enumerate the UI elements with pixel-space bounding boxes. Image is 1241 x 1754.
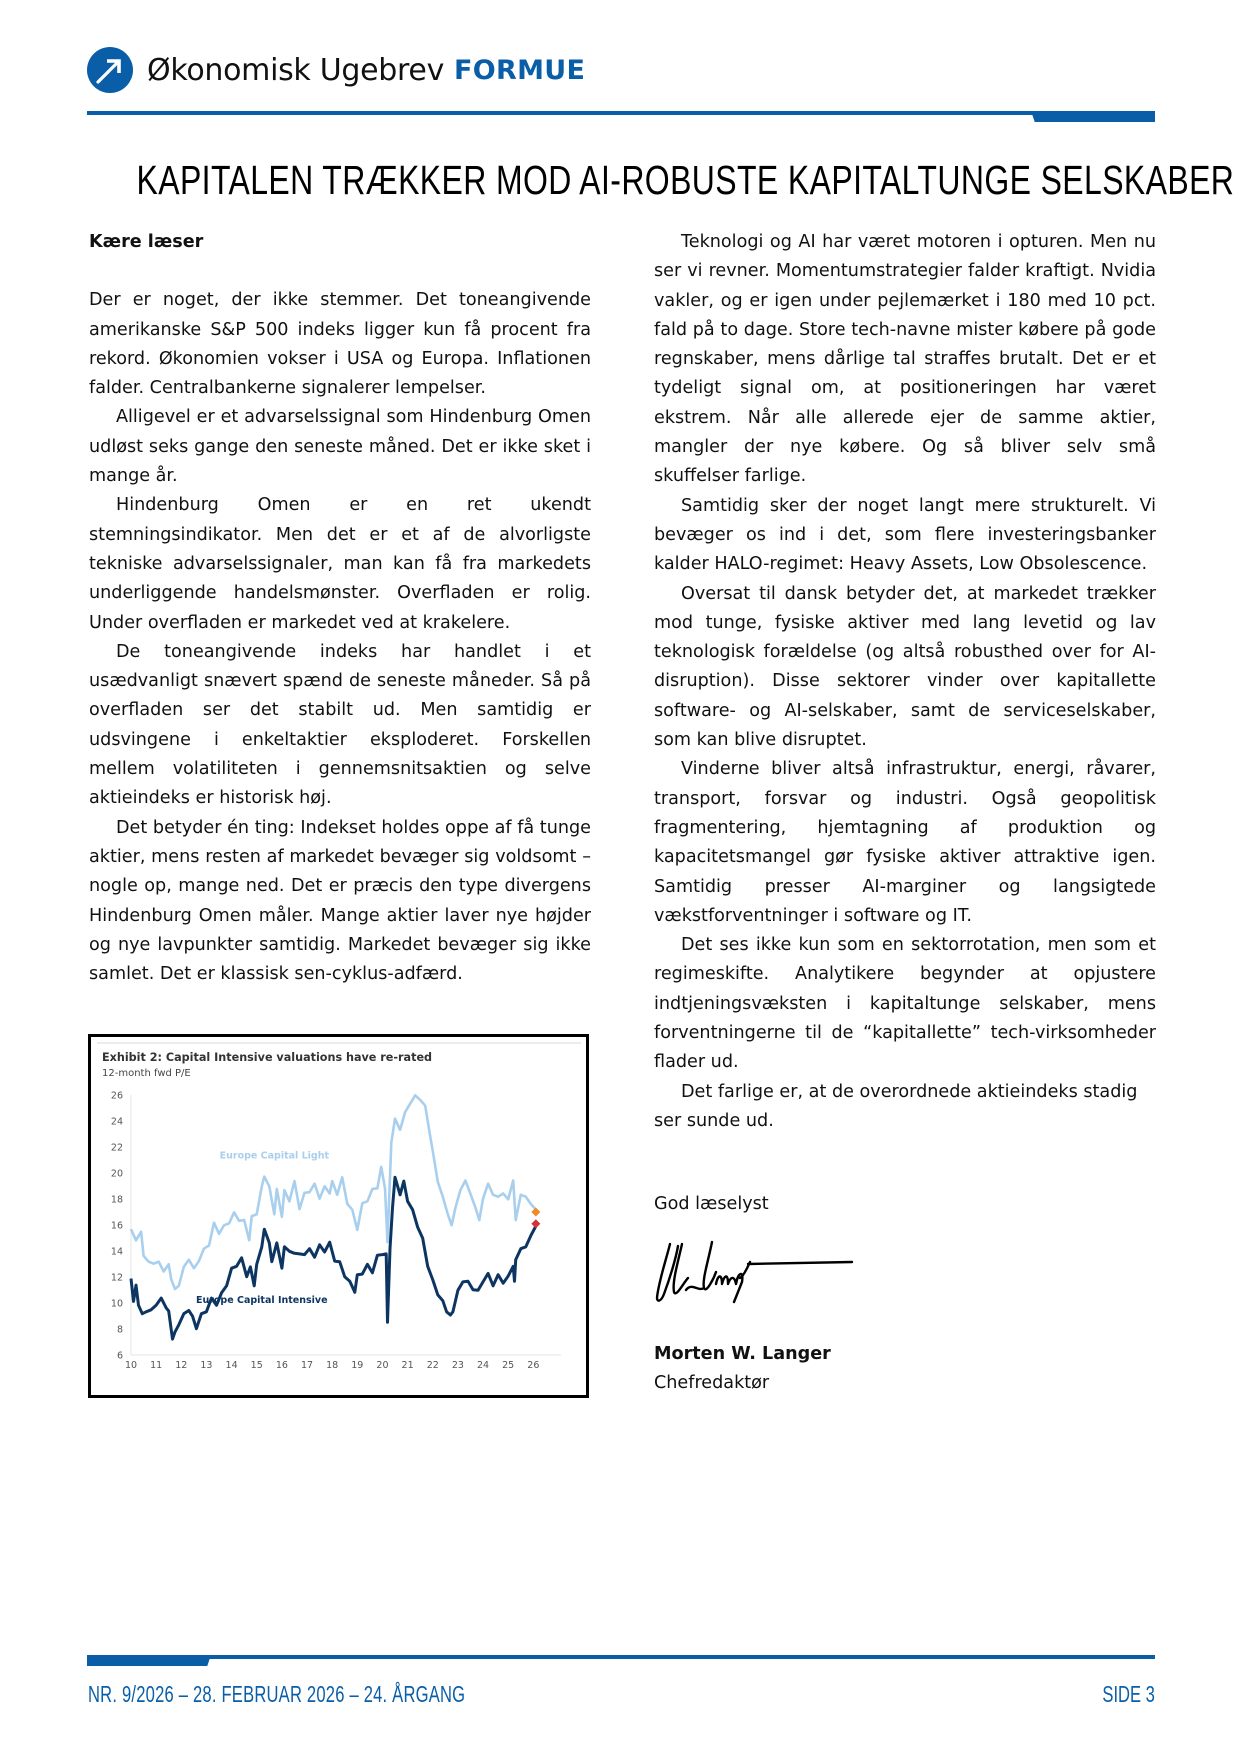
paragraph: Alligevel er et advarselssignal som Hindenburg Omen udløst seks gange den seneste måned. Det er ikke sket i mange år. bbox=[89, 407, 591, 487]
series-end-marker bbox=[531, 1219, 540, 1228]
salutation: Kære læser bbox=[89, 232, 204, 252]
page-number: SIDE 3 bbox=[1102, 1681, 1155, 1707]
x-tick-label: 25 bbox=[502, 1360, 515, 1371]
x-tick-label: 11 bbox=[150, 1360, 163, 1371]
signoff: God læselyst bbox=[654, 1194, 769, 1214]
paragraph: Det farlige er, at de overordnede aktieindeks stadig ser sunde ud. bbox=[654, 1081, 1138, 1131]
author-name: Morten W. Langer bbox=[654, 1344, 831, 1364]
author-title: Chefredaktør bbox=[654, 1373, 770, 1393]
pe-line-chart bbox=[91, 1037, 586, 1395]
paragraph: Der er noget, der ikke stemmer. Det toneangivende amerikanske S&P 500 indeks ligger kun få procent fra rekord. Økonomien vokser i USA og Europa. Inflationen falder. Centralbankerne signalerer lempelser. bbox=[89, 290, 591, 399]
y-tick-label: 12 bbox=[110, 1272, 123, 1284]
x-tick-label: 16 bbox=[275, 1360, 288, 1371]
y-tick-label: 8 bbox=[116, 1324, 123, 1336]
y-tick-label: 10 bbox=[110, 1298, 123, 1310]
y-tick-label: 20 bbox=[110, 1168, 123, 1180]
article-column-left bbox=[89, 228, 591, 989]
series-layer bbox=[131, 1095, 540, 1339]
issue-info: NR. 9/2026 – 28. FEBRUAR 2026 – 24. ÅRGANG bbox=[88, 1681, 466, 1707]
masthead bbox=[87, 47, 585, 93]
series-end-marker bbox=[531, 1208, 540, 1217]
x-tick-label: 23 bbox=[451, 1360, 464, 1371]
x-tick-label: 10 bbox=[124, 1360, 138, 1371]
chart-subtitle: 12-month fwd P/E bbox=[102, 1068, 191, 1079]
signature-image bbox=[652, 1232, 952, 1312]
brand-section: FORMUE bbox=[454, 54, 586, 86]
series-label: Europe Capital Intensive bbox=[195, 1295, 328, 1306]
series-line-capital-intensive bbox=[131, 1177, 536, 1339]
x-tick-label: 13 bbox=[200, 1360, 213, 1371]
x-tick-label: 17 bbox=[300, 1360, 314, 1371]
author-block bbox=[654, 1340, 831, 1398]
series-label: Europe Capital Light bbox=[219, 1150, 330, 1162]
paragraph: Oversat til dansk betyder det, at markedet trækker mod tunge, fysiske aktiver med lang levetid og lav teknologisk forældelse (og altså robusthed over for AI-disruption). Disse sektorer vinder over kapitallette software- og AI-selskaber, samt de serviceselskaber, som kan blive disruptet. bbox=[654, 583, 1156, 751]
x-tick-label: 20 bbox=[376, 1360, 389, 1371]
paragraph: Det ses ikke kun som en sektorrotation, men som et regimeskifte. Analytikere begynder at opjustere indtjeningsvæksten i kapitaltunge selskaber, mens forventningerne til de “kapitallette” tech-virksomheder flader ud. bbox=[654, 935, 1156, 1073]
x-tick-label: 19 bbox=[351, 1360, 364, 1371]
header-rule bbox=[87, 111, 1155, 115]
x-tick-label: 21 bbox=[401, 1360, 414, 1371]
paragraph: De toneangivende indeks har handlet i et usædvanligt snævert spænd de seneste måneder. Så på overfladen ser det stabilt ud. Men samtidig er udsvingene i enkeltaktier eksploderet. Forskellen mellem volatiliteten i gennemsnitsaktien og selve aktieindeks er historisk høj. bbox=[89, 641, 591, 809]
x-tick-label: 18 bbox=[326, 1360, 339, 1371]
y-tick-label: 6 bbox=[116, 1350, 123, 1362]
y-axis bbox=[111, 1091, 131, 1362]
x-tick-label: 14 bbox=[225, 1360, 238, 1371]
x-tick-label: 15 bbox=[250, 1360, 263, 1371]
paragraph: Vinderne bliver altså infrastruktur, energi, råvarer, transport, forsvar og industri. Også geopolitisk fragmentering, hjemtagning af produktion og kapacitetsmangel gør fysiske aktiver attraktive igen. Samtidig presser AI-marginer og langsigtede vækstforventninger i software og IT. bbox=[654, 759, 1156, 926]
paragraph: Hindenburg Omen er en ret ukendt stemningsindikator. Men det er et af de alvorligste tekniske advarselssignaler, man kan få fra markedets underliggende handelsmønster. Overfladen er rolig. Under overfladen er markedet ved at krakelere. bbox=[89, 495, 591, 633]
chart-title: Exhibit 2: Capital Intensive valuations have re-rated bbox=[102, 1051, 433, 1064]
x-tick-label: 26 bbox=[527, 1360, 540, 1371]
article-column-right bbox=[654, 228, 1156, 1136]
paragraph: Det betyder én ting: Indekset holdes oppe af få tunge aktier, mens resten af markedet bevæger sig voldsomt – nogle op, mange ned. Det er præcis den type divergens Hindenburg Omen måler. Mange aktier laver nye højder og nye lavpunkter samtidig. Markedet bevæger sig ikke samlet. Det er klassisk sen-cyklus-adfærd. bbox=[89, 817, 591, 985]
y-tick-label: 16 bbox=[110, 1220, 123, 1232]
y-tick-label: 26 bbox=[110, 1090, 123, 1102]
y-tick-label: 24 bbox=[110, 1116, 123, 1128]
paragraph: Teknologi og AI har været motoren i opturen. Men nu ser vi revner. Momentumstrategier falder kraftigt. Nvidia vakler, og er igen under pejlemærket i 180 med 10 pct. fald på to dage. Store tech-navne mister købere på gode regnskaber, mens dårlige tal straffes brutalt. Det er et tydeligt signal om, at positioneringen har været ekstrem. Når alle allerede ejer de samme aktier, mangler der nye købere. Og så bliver selv små skuffelser farlige. bbox=[654, 232, 1156, 487]
x-tick-label: 24 bbox=[476, 1360, 490, 1371]
paragraph: Samtidig sker der noget langt mere strukturelt. Vi bevæger os ind i det, som flere investeringsbanker kalder HALO-regimet: Heavy Assets, Low Obsolescence. bbox=[654, 495, 1156, 575]
brand-name: Økonomisk Ugebrev bbox=[147, 52, 445, 88]
header-rule-accent bbox=[1031, 111, 1155, 122]
logo-arrow-icon bbox=[87, 47, 133, 93]
y-tick-label: 14 bbox=[110, 1246, 123, 1258]
article-headline: KAPITALEN TRÆKKER MOD AI-ROBUSTE KAPITALTUNGE SELSKABER bbox=[136, 157, 1235, 203]
x-axis bbox=[125, 1355, 561, 1371]
y-tick-label: 18 bbox=[110, 1194, 123, 1206]
y-tick-label: 22 bbox=[110, 1142, 123, 1154]
x-tick-label: 22 bbox=[426, 1360, 439, 1371]
footer-rule bbox=[87, 1655, 1155, 1659]
chart-exhibit bbox=[88, 1034, 589, 1398]
x-tick-label: 12 bbox=[175, 1360, 188, 1371]
footer-rule-accent bbox=[87, 1655, 211, 1666]
